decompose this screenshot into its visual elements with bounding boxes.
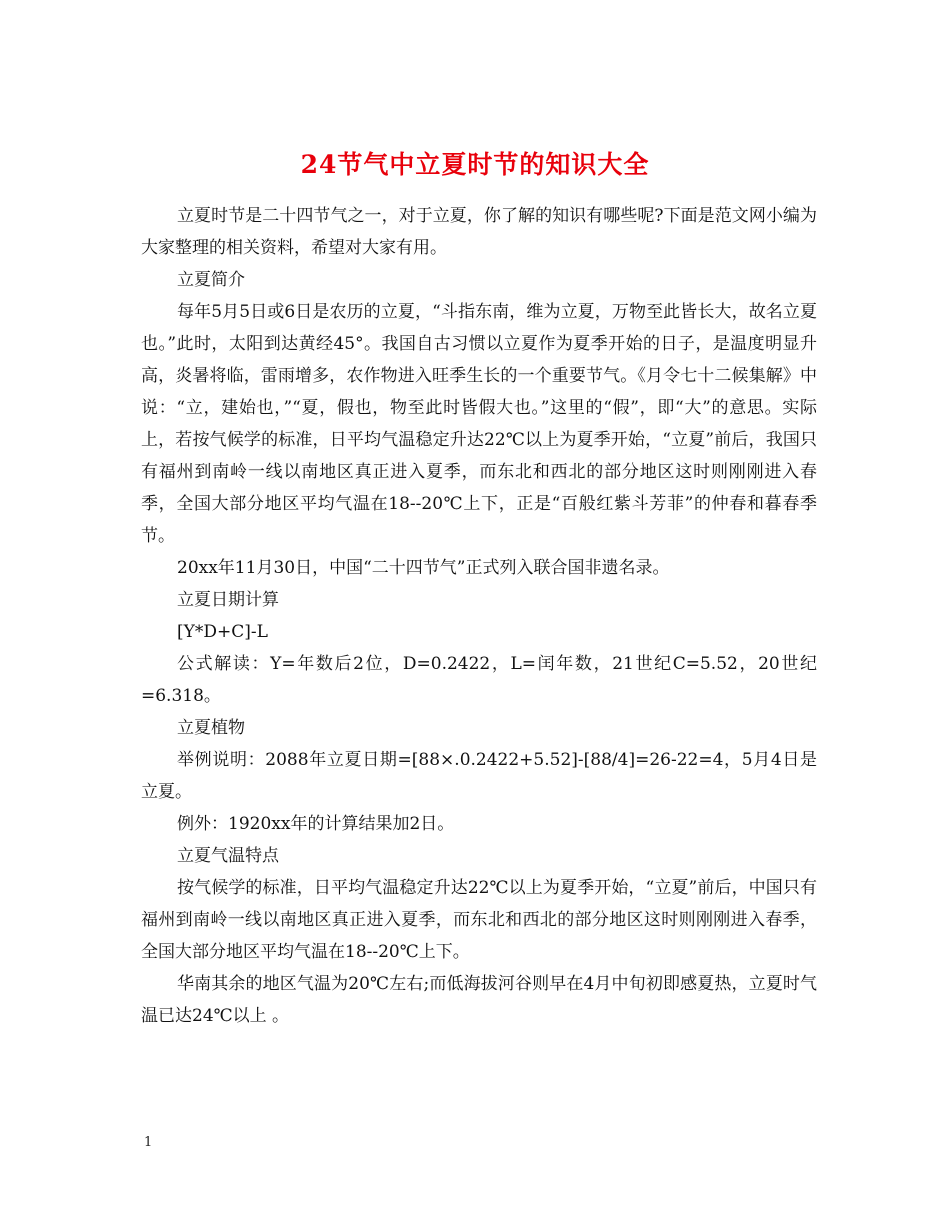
page-number: 1 xyxy=(144,1135,153,1150)
section-heading-intro: 立夏简介 xyxy=(177,270,245,290)
intro-paragraph: 立夏时节是二十四节气之一，对于立夏，你了解的知识有哪些呢?下面是范文网小编为大家整理的相关资料，希望对大家有用。 xyxy=(141,206,817,258)
document-body xyxy=(141,200,817,1032)
temperature-paragraph: 按气候学的标准，日平均气温稳定升达22℃以上为夏季开始，“立夏”前后，中国只有福州到南岭一线以南地区真正进入夏季，而东北和西北的部分地区这时则刚刚进入春季，全国大部分地区平均气温在18--20℃上下。 xyxy=(141,878,817,962)
section-heading-plants: 立夏植物 xyxy=(177,718,245,738)
section-heading-date-calc: 立夏日期计算 xyxy=(177,590,279,610)
formula-explanation-paragraph: 公式解读：Y=年数后2位，D=0.2422，L=闰年数，21世纪C=5.52，20世纪=6.318。 xyxy=(141,654,817,706)
intro-detail-paragraph: 每年5月5日或6日是农历的立夏，“斗指东南，维为立夏，万物至此皆长大，故名立夏也。”此时，太阳到达黄经45°。我国自古习惯以立夏作为夏季开始的日子，是温度明显升高，炎暑将临，雷雨增多，农作物进入旺季生长的一个重要节气。《月令七十二候集解》中说：“立，建始也，”“夏，假也，物至此时皆假大也。”这里的“假”，即“大”的意思。实际上，若按气候学的标准，日平均气温稳定升达22℃以上为夏季开始，“立夏”前后，我国只有福州到南岭一线以南地区真正进入夏季，而东北和西北的部分地区这时则刚刚进入春季，全国大部分地区平均气温在18--20℃上下，正是“百般红紫斗芳菲”的仲春和暮春季节。 xyxy=(141,302,817,546)
exception-paragraph: 例外：1920xx年的计算结果加2日。 xyxy=(177,814,455,834)
south-china-paragraph: 华南其余的地区气温为20℃左右;而低海拔河谷则早在4月中旬初即感夏热，立夏时气温已达24℃以上 。 xyxy=(141,974,817,1026)
example-paragraph: 举例说明：2088年立夏日期=[88×.0.2422+5.52]-[88/4]=26-22=4，5月4日是立夏。 xyxy=(141,750,817,802)
section-heading-temperature: 立夏气温特点 xyxy=(177,846,279,866)
document-title: 24节气中立夏时节的知识大全 xyxy=(300,149,650,179)
formula-line: [Y*D+C]-L xyxy=(177,622,268,642)
heritage-paragraph: 20xx年11月30日，中国“二十四节气”正式列入联合国非遗名录。 xyxy=(177,558,670,578)
